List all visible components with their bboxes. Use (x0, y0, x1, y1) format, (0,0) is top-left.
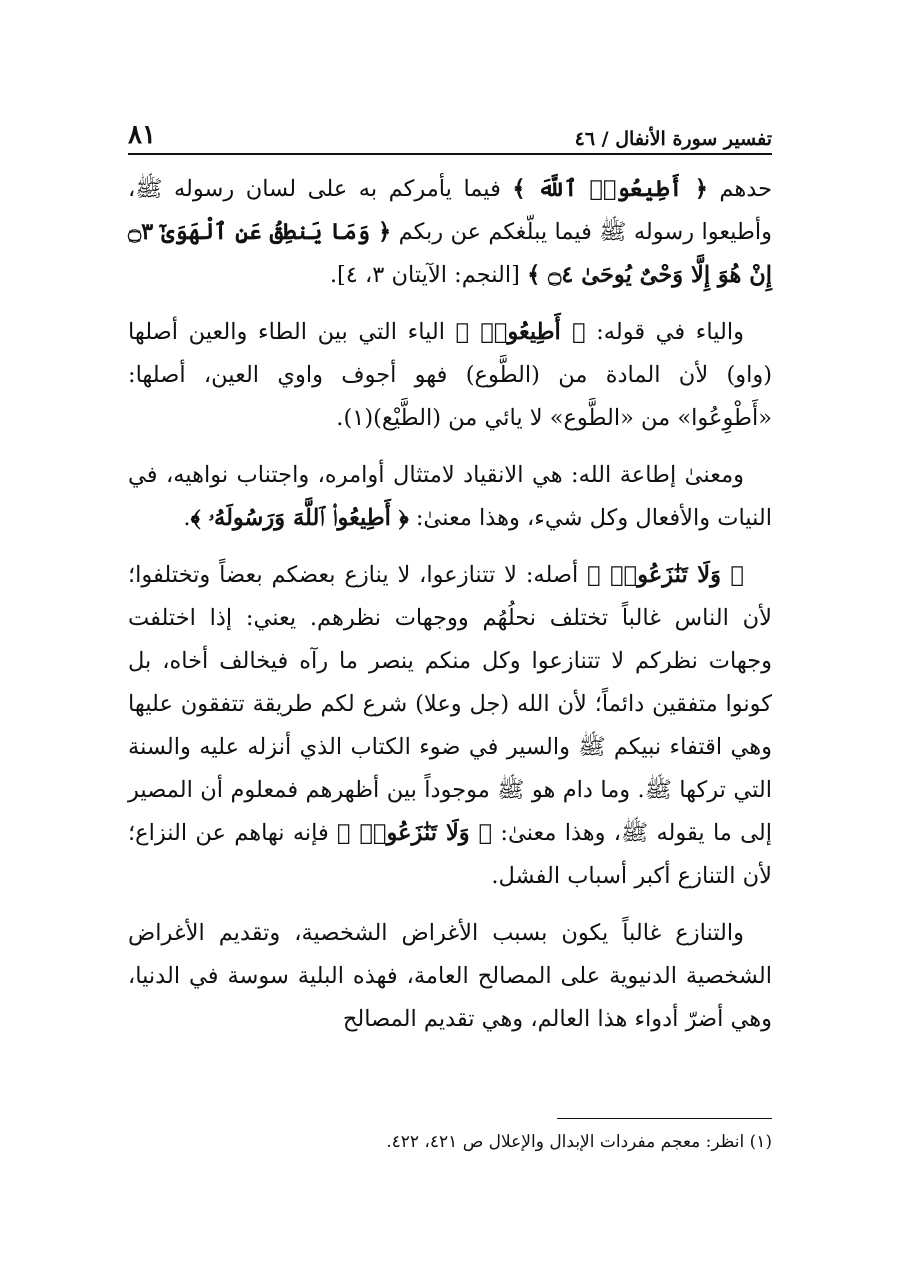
paragraph (128, 168, 772, 297)
page-header (128, 110, 772, 150)
quran-verse: ﴿ أَطِيعُوا۟ ٱللَّهَ وَرَسُولَهُۥ ﴾ (190, 505, 409, 531)
paragraph-text: حدهم (707, 176, 772, 202)
quran-verse: ﴿ أَطِيعُوا۟ ٱللَّهَ ﴾ (512, 176, 708, 202)
quran-verse: ﴿ وَلَا تَنَٰزَعُوا۟ ﴾ (587, 562, 744, 588)
header-rule (128, 153, 772, 155)
paragraph-text: الياء التي بين الطاء والعين أصلها (واو) لأن المادة من (الطَّوع) فهو أجوف واوي العين، أصلها: «أَطْوِعُوا» من «الطَّوع» لا يائي من (الطَّيْع)(١). (128, 319, 772, 431)
paragraph-text: أصله: لا تتنازعوا، لا ينازع بعضكم بعضاً وتختلفوا؛ لأن الناس غالباً تختلف نحلُهُم ووجهات نظرهم. يعني: إذا اختلفت وجهات نظركم لا تتنازعوا وكل منكم ينصر ما رآه فيخالف أخاه، بل كونوا متفقين دائماً؛ لأن الله (جل وعلا) شرع لكم طريقة تتفقون عليها وهي اقتفاء نبيكم ﷺ والسير في ضوء الكتاب الذي أنزله عليه والسنة التي تركها ﷺ. وما دام هو ﷺ موجوداً بين أظهرهم فمعلوم أن المصير إلى ما يقوله ﷺ، وهذا معنىٰ: (128, 562, 772, 846)
paragraph-text: فيما يأمركم به على لسان رسوله ﷺ، وأطيعوا رسوله ﷺ فيما يبلّغكم عن ربكم (128, 176, 773, 245)
footnote: (١) انظر: معجم مفردات الإبدال والإعلال ص ٤٢١، ٤٢٢. (386, 1132, 772, 1152)
paragraph-text: ومعنىٰ إطاعة الله: هي الانقياد لامتثال أوامره، واجتناب نواهيه، في النيات والأفعال وكل شيء، وهذا معنىٰ: (128, 462, 772, 531)
paragraph-text: [النجم: الآيتان ٣، ٤]. (329, 262, 528, 288)
quran-verse: ﴿ وَلَا تَنَٰزَعُوا۟ ﴾ (337, 820, 493, 846)
quran-verse: ﴿ أَطِيعُوا۟ ﴾ (455, 319, 586, 345)
quran-verse: ﴿ وَمَا يَنطِقُ عَنِ ٱلْهَوَىٰٓ ۝٣ إِنْ هُوَ إِلَّا وَحْىٌ يُوحَىٰ ۝٤ ﴾ (128, 219, 772, 288)
paragraph-text: والتنازع غالباً يكون بسبب الأغراض الشخصية، وتقديم الأغراض الشخصية الدنيوية على المصالح العامة، فهذه البلية سوسة في الدنيا، وهي أضرّ أدواء هذا العالم، وهي تقديم المصالح (128, 920, 772, 1032)
page-number: ٨١ (128, 120, 156, 150)
paragraph (128, 912, 772, 1041)
paragraph-text: والياء في قوله: (585, 319, 744, 345)
paragraph-text: فإنه نهاهم عن النزاع؛ لأن التنازع أكبر أسباب الفشل. (128, 820, 772, 889)
body-text (128, 168, 772, 1055)
paragraph (128, 311, 772, 440)
paragraph (128, 454, 772, 540)
running-title: تفسير سورة الأنفال / ٤٦ (574, 128, 772, 150)
paragraph (128, 554, 772, 898)
paragraph-text: . (183, 505, 191, 531)
footnote-rule (557, 1118, 772, 1119)
